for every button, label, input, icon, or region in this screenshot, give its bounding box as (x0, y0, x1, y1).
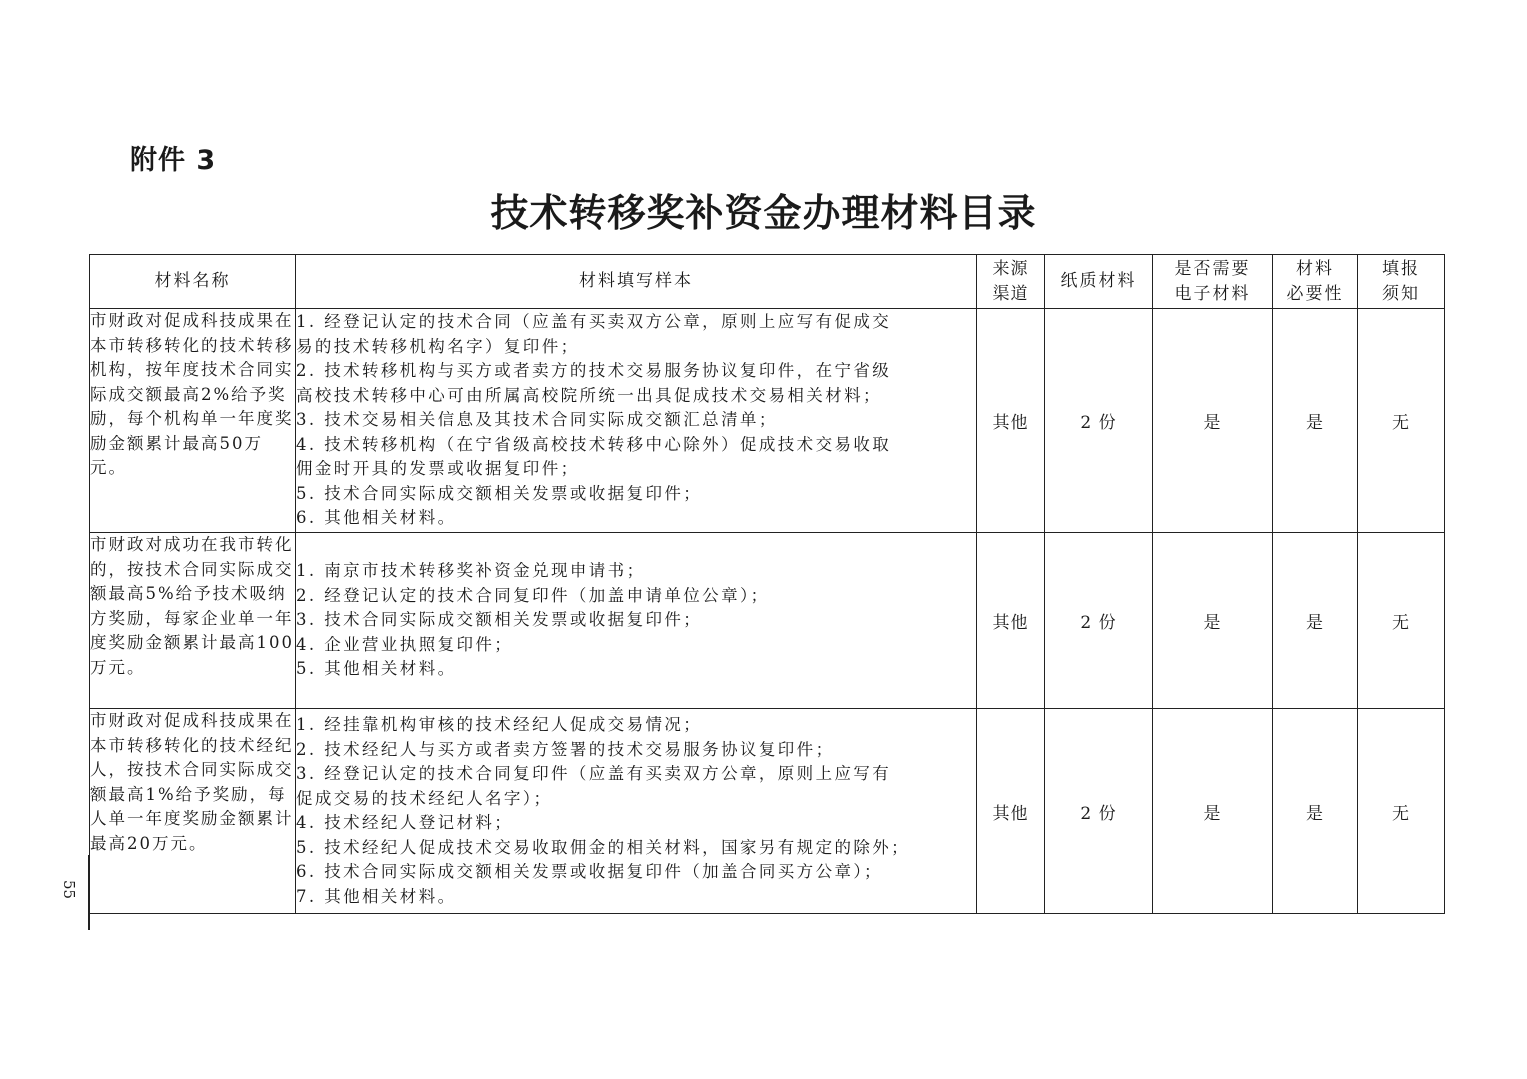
header-material-sample: 材料填写样本 (296, 255, 977, 309)
sample-line: 3. 技术合同实际成交额相关发票或收据复印件； (296, 610, 703, 630)
sample-line: 4. 技术转移机构（在宁省级高校技术转移中心除外）促成技术交易收取 (296, 434, 892, 454)
sample-line: 3. 经登记认定的技术合同复印件（应盖有买卖双方公章，原则上应写有 (296, 764, 892, 783)
sample-line: 2. 经登记认定的技术合同复印件（加盖申请单位公章）； (296, 585, 770, 605)
table-row (90, 309, 1445, 533)
source-channel-cell: 其他 (977, 533, 1045, 709)
table-header-row (90, 255, 1445, 309)
sample-line: 4. 企业营业执照复印件； (296, 634, 514, 654)
filling-notes-cell: 无 (1358, 309, 1445, 533)
source-channel-cell: 其他 (977, 309, 1045, 533)
header-source-channel: 来源 渠道 (977, 255, 1045, 309)
sample-line: 高校技术转移中心可由所属高校院所统一出具促成技术交易相关材料； (296, 385, 882, 405)
sample-line: 6. 技术合同实际成交额相关发票或收据复印件（加盖合同买方公章）； (296, 862, 883, 881)
paper-material-cell: 2 份 (1045, 709, 1153, 914)
attachment-label: 附件 3 (130, 145, 217, 176)
paper-material-cell: 2 份 (1045, 533, 1153, 709)
sample-line: 3. 技术交易相关信息及其技术合同实际成交额汇总清单； (296, 410, 778, 430)
sample-line: 1. 经挂靠机构审核的技术经纪人促成交易情况； (296, 715, 703, 734)
sample-line: 5. 技术合同实际成交额相关发票或收据复印件； (296, 483, 703, 503)
sample-line: 易的技术转移机构名字）复印件； (296, 336, 580, 356)
material-name-cell: 市财政对成功在我市转化的，按技术合同实际成交额最高5%给予技术吸纳方奖励，每家企业单一年度奖励金额累计最高100万元。 (90, 533, 296, 709)
page-number: 55 (60, 880, 78, 900)
table-row (90, 709, 1445, 914)
material-sample-cell (296, 309, 977, 533)
electronic-required-cell: 是 (1153, 309, 1273, 533)
sample-line: 佣金时开具的发票或收据复印件； (296, 459, 580, 479)
sample-line: 2. 技术转移机构与买方或者卖方的技术交易服务协议复印件，在宁省级 (296, 361, 892, 381)
header-electronic-required: 是否需要 电子材料 (1153, 255, 1273, 309)
filling-notes-cell: 无 (1358, 533, 1445, 709)
header-filling-notes: 填报 须知 (1358, 255, 1445, 309)
source-channel-cell: 其他 (977, 709, 1045, 914)
material-sample-cell (296, 533, 977, 709)
paper-material-cell: 2 份 (1045, 309, 1153, 533)
necessity-cell: 是 (1273, 309, 1358, 533)
filling-notes-cell: 无 (1358, 709, 1445, 914)
necessity-cell: 是 (1273, 709, 1358, 914)
electronic-required-cell: 是 (1153, 533, 1273, 709)
document-title: 技术转移奖补资金办理材料目录 (490, 191, 1037, 235)
material-sample-cell (296, 709, 977, 914)
sample-line: 1. 经登记认定的技术合同（应盖有买卖双方公章，原则上应写有促成交 (296, 312, 892, 332)
sample-line: 4. 技术经纪人登记材料； (296, 813, 514, 832)
sample-line: 5. 其他相关材料。 (296, 659, 457, 679)
sample-line: 6. 其他相关材料。 (296, 508, 457, 528)
header-necessity: 材料 必要性 (1273, 255, 1358, 309)
sample-line: 2. 技术经纪人与买方或者卖方签署的技术交易服务协议复印件； (296, 739, 835, 759)
sample-line: 5. 技术经纪人促成技术交易收取佣金的相关材料，国家另有规定的除外； (296, 837, 911, 857)
sample-line: 促成交易的技术经纪人名字）； (296, 788, 553, 808)
page-edge-mark (88, 855, 90, 930)
table-row (90, 533, 1445, 709)
header-material-name: 材料名称 (90, 255, 296, 309)
sample-line: 7. 其他相关材料。 (296, 886, 457, 906)
material-name-cell: 市财政对促成科技成果在本市转移转化的技术经纪人，按技术合同实际成交额最高1%给予奖励，每人单一年度奖励金额累计最高20万元。 (90, 709, 296, 914)
necessity-cell: 是 (1273, 533, 1358, 709)
sample-line: 1. 南京市技术转移奖补资金兑现申请书； (296, 561, 646, 581)
header-paper-material: 纸质材料 (1045, 255, 1153, 309)
electronic-required-cell: 是 (1153, 709, 1273, 914)
materials-table (89, 254, 1445, 914)
material-name-cell: 市财政对促成科技成果在本市转移转化的技术转移机构，按年度技术合同实际成交额最高2%给予奖励，每个机构单一年度奖励金额累计最高50万元。 (90, 309, 296, 533)
